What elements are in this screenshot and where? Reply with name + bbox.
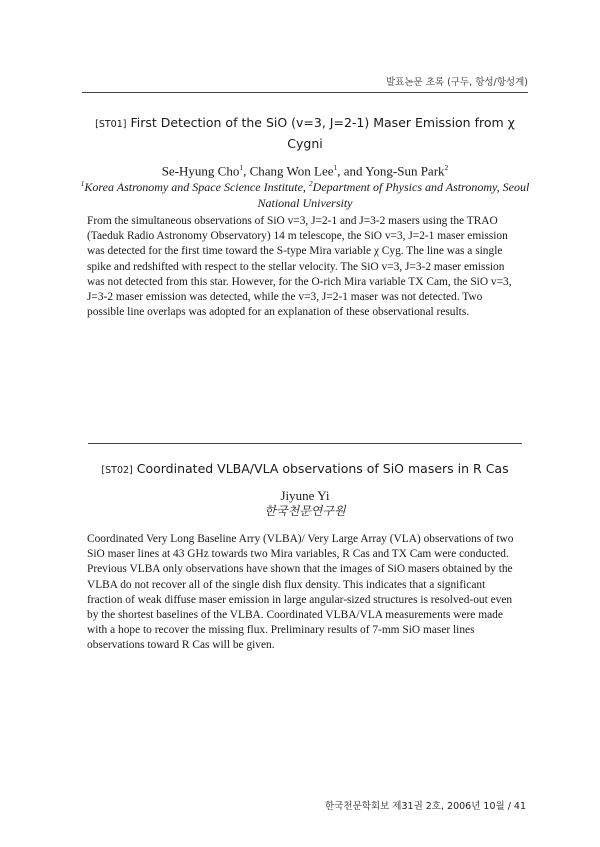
st01-title-block	[80, 113, 530, 153]
st01-author2-sup: 1	[333, 163, 338, 172]
running-head: 발표논문 초록 (구두, 항성/항성계)	[386, 77, 528, 88]
st01-code: [ST01]	[95, 119, 127, 130]
st01-author3-sup: 2	[444, 163, 449, 172]
header-rule	[82, 92, 528, 93]
st01-affil1: Korea Astronomy and Space Science Institute,	[84, 180, 309, 194]
st02-title: Coordinated VLBA/VLA observations of SiO masers in R Cas	[136, 461, 509, 476]
st02-affiliation: 한국천문연구원	[264, 504, 346, 518]
section-divider	[88, 443, 522, 444]
st02-title-block	[80, 459, 530, 480]
st01-author1: Se-Hyung Cho	[161, 163, 240, 179]
page-footer: 한국천문학회보 제31권 2호, 2006년 10월 / 41	[325, 801, 526, 812]
st02-code: [ST02]	[101, 465, 133, 476]
st01-affil-sup1: 1	[80, 179, 85, 188]
st01-title: First Detection of the SiO (v=3, J=2-1) Maser Emission from χ Cygni	[130, 115, 515, 151]
st01-author1-sup: 1	[239, 163, 244, 172]
st01-author2: , Chang Won Lee	[243, 163, 334, 179]
st01-affiliations	[80, 176, 530, 211]
st02-abstract: Coordinated Very Long Baseline Arry (VLBA)/ Very Large Array (VLA) observations of two SiO maser lines at 43 GHz towards two Mira variables, R Cas and TX Cam were conducted. Previous VLBA only observations have shown that the images of SiO masers obtained by the VLBA do not recover all of the single dish flux density. This indicates that a significant fraction of weak diffuse maser emission in large angular-sized structures is resolved-out even by the shortest baselines of the VLBA. Coordinated VLBA/VLA measurements were made with a hope to recover the missing flux. Preliminary results of 7-mm SiO maser lines observations toward R Cas will be given.	[87, 533, 514, 652]
st01-affil-sup2: 2	[308, 179, 313, 188]
st01-abstract: From the simultaneous observations of SiO v=3, J=2-1 and J=3-2 masers using the TRAO (Taeduk Radio Astronomy Observatory) 14 m telescope, the SiO v=3, J=2-1 maser emission was detected for the first time toward the S-type Mira variable χ Cyg. The line was a single spike and redshifted with respect to the stellar velocity. The SiO v=3, J=3-2 maser emission was not detected from this star. However, for the O-rich Mira variable TX Cam, the SiO v=3, J=3-2 maser emission was detected, while the v=3, J=2-1 maser was not detected. Two possible line overlaps was adopted for an explanation of these observational results.	[87, 215, 512, 319]
st01-affil2: Department of Physics and Astronomy, Seoul National University	[257, 180, 530, 210]
st01-author3: , and Yong-Sun Park	[337, 163, 445, 179]
st02-author: Jiyune Yi	[280, 488, 330, 503]
